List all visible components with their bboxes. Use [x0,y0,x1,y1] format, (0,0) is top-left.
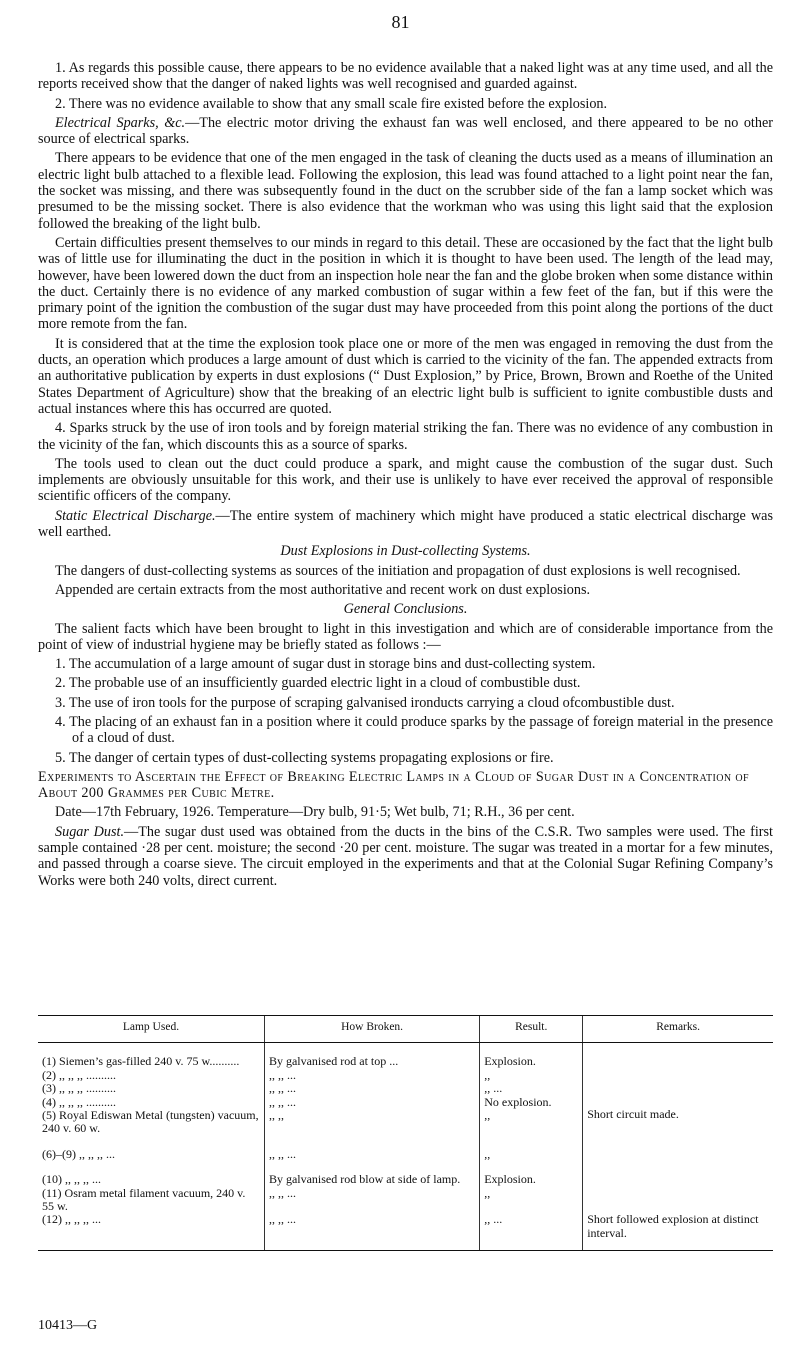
list-item: 1. The accumulation of a large amount of sugar dust in storage bins and dust-collecting system. [55,656,596,673]
paragraph-dust-removal: It is considered that at the time the explosion took place one or more of the men was engaged in removing the dust from the ducts, an operation which produces a large amount of dust which is carried to the vicinity of the fan. The appended extracts from an authoritative publication by experts in dust explosions (“ Dust Explosion,” by Price, Brown, Brown and Roethe of the United States Department of Agriculture) show that the breaking of an electric light bulb is sufficient to ignite combustible dusts and actual instances where this has occurred are quoted. [38,335,773,417]
cell-lamp: (6)–(9) ,, ,, ,, ... [42,1146,115,1161]
header-remarks: Remarks. [583,1016,773,1043]
cell-result: Explosion. [480,1173,583,1186]
header-result: Result. [480,1016,583,1043]
document-body [38,60,773,892]
table-header-row [38,1016,773,1043]
list-item: 5. The danger of certain types of dust-collecting systems propagating explosions or fire. [55,749,554,766]
page-footer-code: 10413—G [38,1318,98,1333]
electrical-sparks-label: Electrical Sparks, &c. [55,114,186,131]
header-how-broken: How Broken. [264,1016,479,1043]
experiment-results-table [38,1015,773,1251]
paragraph-iron-tools-sparks: 4. Sparks struck by the use of iron tools and by foreign material striking the fan. There was no evidence of any combustion in the vicinity of the fan, which discounts this as a source of sparks. [38,420,773,453]
cell-lamp: (11) Osram metal filament vacuum, 240 v. 55 w. [42,1185,246,1214]
paragraph-light-bulb-evidence: There appears to be evidence that one of the men engaged in the task of cleaning the ducts used as a means of illumination an electric light bulb attached to a flexible lead. Following the explosion, this lead was found attached to a light point near the fan, the socket was missing, and there was subsequently found in the duct on the scrubber side of the fan a lamp socket which was presumed to be the missing socket. There is also evidence that the workman who was using this light said that the explosion followed the breaking of the light bulb. [38,150,773,232]
list-item: 2. The probable use of an insufficiently guarded electric light in a cloud of combustible dust. [55,675,581,692]
cell-result: ,, [480,1136,583,1173]
cell-remark-last: Short followed explosion at distinct interval. [583,1213,773,1250]
table-row [38,1173,773,1186]
cell-how: By galvanised rod at top ... [264,1043,479,1069]
cell-how: ,, ,, ... [264,1082,479,1095]
cell-lamp: (4) ,, ,, ,, .......... [42,1094,116,1109]
cell-how: ,, ,, ... [264,1187,479,1214]
cell-how: By galvanised rod blow at side of lamp. [264,1173,479,1186]
list-item: 3. The use of iron tools for the purpose of scraping galvanised ironducts carrying a cloud ofcombustible dust. [55,694,675,711]
paragraph-dust-dangers: The dangers of dust-collecting systems as sources of the initiation and propagation of dust explosions is well recognised. [55,562,741,579]
paragraph-static-discharge: Static Electrical Discharge.—The entire system of machinery which might have produced a static electrical discharge was well earthed. [38,507,774,541]
paragraph-difficulties: Certain difficulties present themselves to our minds in regard to this detail. These are occasioned by the fact that the light bulb was of little use for illuminating the duct in the position in which it is thought to have been used. The length of the lead may, however, have been lowered down the duct from an inspection hole near the fan and the globe broken when some distance within the duct. Certainly there is no evidence of any marked combustion of sugar within a few feet of the fan, but if this were the primary point of the ignition the combustion of the sugar dust may have proceeded from this point along the portions of the duct more remote from the fan. [38,234,773,333]
cell-result: No explosion. [480,1096,583,1109]
paragraph-date-temperature: Date—17th February, 1926. Temperature—Dry bulb, 91·5; Wet bulb, 71; R.H., 36 per cent. [55,804,575,821]
cell-how: ,, ,, ... [264,1096,479,1109]
paragraph-small-fire: 2. There was no evidence available to show that any small scale fire existed before the explosion. [55,95,608,112]
paragraph-sugar-dust: Sugar Dust.—The sugar dust used was obtained from the ducts in the bins of the C.S.R. Two samples were used. The first sample contained ·28 per cent. moisture; the second ·20 per cent. moisture. The sugar was treated in a mortar for a few minutes, and passed through a coarse sieve. The circuit employed in the experiments and that at the Colonial Sugar Refining Company’s Works were both 240 volts, direct current. [38,823,773,889]
cell-lamp: (1) Siemen’s gas-filled 240 v. 75 w.......... [42,1054,240,1069]
heading-general-conclusions: General Conclusions. [343,601,468,618]
cell-lamp: (3) ,, ,, ,, .......... [42,1081,116,1096]
paragraph-appended-extracts: Appended are certain extracts from the most authoritative and recent work on dust explosions. [55,581,591,598]
paragraph-tools-unsuitable: The tools used to clean out the duct could produce a spark, and might cause the combustion of the sugar dust. Such implements are obviously unsuitable for this work, and their use is unlikely to have ever received the approval of responsible scientific officers of the company. [38,455,773,505]
cell-how: ,, ,, ... [264,1069,479,1082]
cell-how: ,, ,, [264,1109,479,1136]
header-lamp-used: Lamp Used. [38,1016,264,1043]
static-discharge-label: Static Electrical Discharge. [55,507,216,524]
cell-result: ,, ... [480,1213,583,1250]
cell-how: ,, ,, ... [264,1213,479,1250]
table-row [38,1213,773,1250]
paragraph-electrical-sparks: Electrical Sparks, &c.—The electric motor driving the exhaust fan was well enclosed, and there appeared to be no other source of electrical sparks. [38,114,773,148]
cell-how: ,, ,, ... [264,1136,479,1173]
page-number: 81 [391,12,410,32]
conclusions-list [38,656,773,766]
cell-result: ,, [480,1069,583,1082]
sugar-dust-label: Sugar Dust. [55,823,125,840]
heading-dust-explosions: Dust Explosions in Dust-collecting Systems. [280,543,531,560]
cell-lamp: (2) ,, ,, ,, .......... [42,1067,116,1082]
table-row [38,1043,773,1069]
cell-lamp: (12) ,, ,, ,, ... [38,1213,264,1250]
cell-lamp: (10) ,, ,, ,, ... [42,1172,101,1187]
cell-lamp: (5) Royal Ediswan Metal (tungsten) vacuum, 240 v. 60 w. [42,1108,259,1136]
paragraph-conclusions-intro: The salient facts which have been brought to light in this investigation and which are of considerable importance from the point of view of industrial hygiene may be briefly stated as follows :— [38,620,773,653]
cell-result: ,, [480,1109,583,1136]
cell-result: Explosion. [480,1043,583,1069]
cell-result: ,, ... [480,1082,583,1095]
cell-result: ,, [480,1187,583,1214]
paragraph-naked-light: 1. As regards this possible cause, there appears to be no evidence available that a naked light was at any time used, and all the reports received show that the danger of naked lights was well recognised and guarded against. [38,60,773,93]
cell-remark-short-circuit: Short circuit made. [583,1043,773,1173]
list-item: 4. The placing of an exhaust fan in a position where it could produce sparks by the passage of foreign material in the presence of a cloud of dust. [55,713,773,747]
heading-experiments: Experiments to Ascertain the Effect of Breaking Electric Lamps in a Cloud of Sugar Dust in a Concentration of About 200 Grammes per Cubic Metre. [38,768,749,802]
